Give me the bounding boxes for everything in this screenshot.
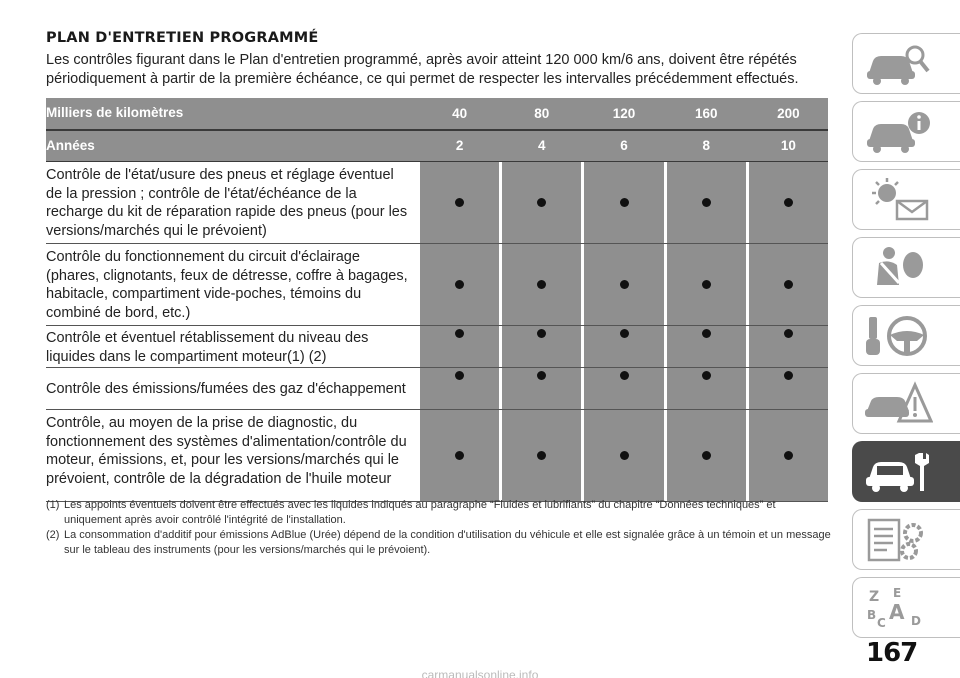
check-description: Contrôle du fonctionnement du circuit d'éclairage (phares, clignotants, feux de détresse, coffre à bagages, habitacle, compartiment vide-poches, témoins du combiné de bord, etc.) bbox=[46, 249, 408, 321]
check-dot-icon bbox=[784, 198, 793, 207]
tab-car-info[interactable] bbox=[852, 101, 960, 162]
check-dot-icon bbox=[537, 451, 546, 460]
table-row bbox=[46, 162, 828, 244]
check-cell bbox=[420, 326, 499, 367]
tab-list-gear[interactable] bbox=[852, 509, 960, 570]
check-cell bbox=[667, 410, 746, 501]
check-cell bbox=[667, 368, 746, 409]
check-dot-icon bbox=[537, 198, 546, 207]
check-dot-icon bbox=[702, 280, 711, 289]
years-header-cell: 8 bbox=[667, 131, 746, 162]
header-row-years bbox=[46, 130, 828, 163]
check-cell bbox=[667, 162, 746, 243]
check-cell bbox=[749, 410, 828, 501]
check-cell bbox=[667, 244, 746, 325]
list-gear-icon bbox=[863, 517, 933, 563]
seatbelt-airbag-icon bbox=[863, 245, 933, 291]
check-dot-icon bbox=[702, 329, 711, 338]
table-row bbox=[46, 410, 828, 502]
car-warning-triangle-icon bbox=[863, 381, 933, 427]
tab-seatbelt-airbag[interactable] bbox=[852, 237, 960, 298]
check-cell bbox=[584, 410, 663, 501]
check-dot-icon bbox=[455, 371, 464, 380]
car-wrench-icon bbox=[863, 449, 933, 495]
km-header-label: Milliers de kilomètres bbox=[46, 105, 184, 120]
svg-text:E: E bbox=[893, 585, 902, 600]
svg-text:B: B bbox=[867, 607, 877, 622]
tab-car-search[interactable] bbox=[852, 33, 960, 94]
check-cell bbox=[667, 326, 746, 367]
lights-message-icon bbox=[863, 177, 933, 223]
table-row bbox=[46, 244, 828, 326]
check-dot-icon bbox=[455, 198, 464, 207]
years-header-cell: 6 bbox=[584, 131, 663, 162]
footnote bbox=[46, 498, 836, 528]
footnote-number: (1) bbox=[46, 499, 60, 511]
footnote bbox=[46, 528, 836, 558]
km-header-cell: 120 bbox=[584, 98, 663, 129]
check-cell bbox=[420, 162, 499, 243]
check-dot-icon bbox=[784, 329, 793, 338]
footnote-number: (2) bbox=[46, 529, 60, 541]
tab-key-steering-wheel[interactable] bbox=[852, 305, 960, 366]
watermark: carmanualsonline.info bbox=[421, 668, 539, 678]
maintenance-table bbox=[46, 98, 828, 502]
check-dot-icon bbox=[455, 280, 464, 289]
car-info-icon bbox=[863, 109, 933, 155]
tab-car-wrench[interactable] bbox=[852, 441, 960, 502]
check-cell bbox=[420, 410, 499, 501]
check-description: Contrôle, au moyen de la prise de diagnostic, du fonctionnement des systèmes d'alimentation/contrôle du moteur, émissions, et, pour les versions/marchés qui le prévoient, contrôle de la dégradation de l'huile moteur bbox=[46, 415, 407, 487]
years-header-cell: 10 bbox=[749, 131, 828, 162]
check-dot-icon bbox=[620, 451, 629, 460]
check-dot-icon bbox=[784, 280, 793, 289]
check-dot-icon bbox=[537, 280, 546, 289]
check-dot-icon bbox=[784, 371, 793, 380]
check-dot-icon bbox=[620, 280, 629, 289]
km-header-cell: 200 bbox=[749, 98, 828, 129]
check-cell bbox=[584, 326, 663, 367]
table-row bbox=[46, 326, 828, 368]
tab-lights-message[interactable] bbox=[852, 169, 960, 230]
check-cell bbox=[420, 244, 499, 325]
footnote-text: Les appoints éventuels doivent être effectués avec les liquides indiqués au paragraphe “Fluides et lubrifiants” du chapitre “Données techniques” et uniquement après avoir contrôlé l'intégrité de l'installation. bbox=[64, 499, 776, 526]
svg-text:A: A bbox=[889, 599, 905, 624]
page-title: PLAN D'ENTRETIEN PROGRAMMÉ bbox=[46, 30, 319, 46]
check-cell bbox=[749, 326, 828, 367]
footnote-text: La consommation d'additif pour émissions AdBlue (Urée) dépend de la condition d'utilisation du véhicule et elle est signalée grâce à un témoin et un message sur le tableau des instruments (pour les versions/marchés qui le prévoient). bbox=[64, 529, 831, 556]
chapter-sidebar bbox=[852, 33, 960, 645]
check-dot-icon bbox=[620, 329, 629, 338]
table-row bbox=[46, 368, 828, 410]
check-cell bbox=[749, 162, 828, 243]
check-cell bbox=[502, 368, 581, 409]
check-cell bbox=[584, 244, 663, 325]
check-cell bbox=[502, 326, 581, 367]
years-header-cell: 2 bbox=[420, 131, 499, 162]
check-description: Contrôle de l'état/usure des pneus et réglage éventuel de la pression ; contrôle de l'état/échéance de la recharge du kit de réparation rapide des pneus (pour les versions/marchés qui le prévoient) bbox=[46, 167, 408, 239]
check-dot-icon bbox=[702, 451, 711, 460]
km-header-cell: 160 bbox=[667, 98, 746, 129]
check-dot-icon bbox=[537, 371, 546, 380]
km-header-cell: 80 bbox=[502, 98, 581, 129]
years-header-cell: 4 bbox=[502, 131, 581, 162]
page-number: 167 bbox=[866, 638, 918, 668]
footnotes bbox=[46, 498, 836, 558]
check-cell bbox=[502, 244, 581, 325]
check-dot-icon bbox=[620, 371, 629, 380]
check-cell bbox=[749, 244, 828, 325]
tab-car-warning-triangle[interactable] bbox=[852, 373, 960, 434]
check-dot-icon bbox=[455, 451, 464, 460]
tab-alphabet-index[interactable] bbox=[852, 577, 960, 638]
check-dot-icon bbox=[537, 329, 546, 338]
check-cell bbox=[584, 368, 663, 409]
svg-text:D: D bbox=[911, 613, 921, 628]
check-cell bbox=[749, 368, 828, 409]
check-cell bbox=[420, 368, 499, 409]
key-steering-wheel-icon bbox=[863, 313, 933, 359]
check-cell bbox=[502, 162, 581, 243]
alphabet-index-icon bbox=[863, 585, 933, 631]
intro-paragraph: Les contrôles figurant dans le Plan d'entretien programmé, après avoir atteint 120 000 km/6 ans, doivent être répétés périodiquement à partir de la première échéance, ce qui permet de respecter les intervalles précédemment effectués. bbox=[46, 52, 799, 87]
km-header-cell: 40 bbox=[420, 98, 499, 129]
svg-text:Z: Z bbox=[869, 588, 880, 605]
check-dot-icon bbox=[455, 329, 464, 338]
years-header-label: Années bbox=[46, 137, 95, 153]
check-description: Contrôle et éventuel rétablissement du niveau des liquides dans le compartiment moteur(1) (2) bbox=[46, 330, 369, 365]
check-dot-icon bbox=[702, 198, 711, 207]
svg-text:C: C bbox=[877, 615, 886, 630]
car-search-icon bbox=[863, 41, 933, 87]
check-dot-icon bbox=[702, 371, 711, 380]
check-cell bbox=[584, 162, 663, 243]
check-dot-icon bbox=[784, 451, 793, 460]
header-row-km bbox=[46, 98, 828, 130]
check-cell bbox=[502, 410, 581, 501]
check-dot-icon bbox=[620, 198, 629, 207]
check-description: Contrôle des émissions/fumées des gaz d'échappement bbox=[46, 381, 406, 397]
